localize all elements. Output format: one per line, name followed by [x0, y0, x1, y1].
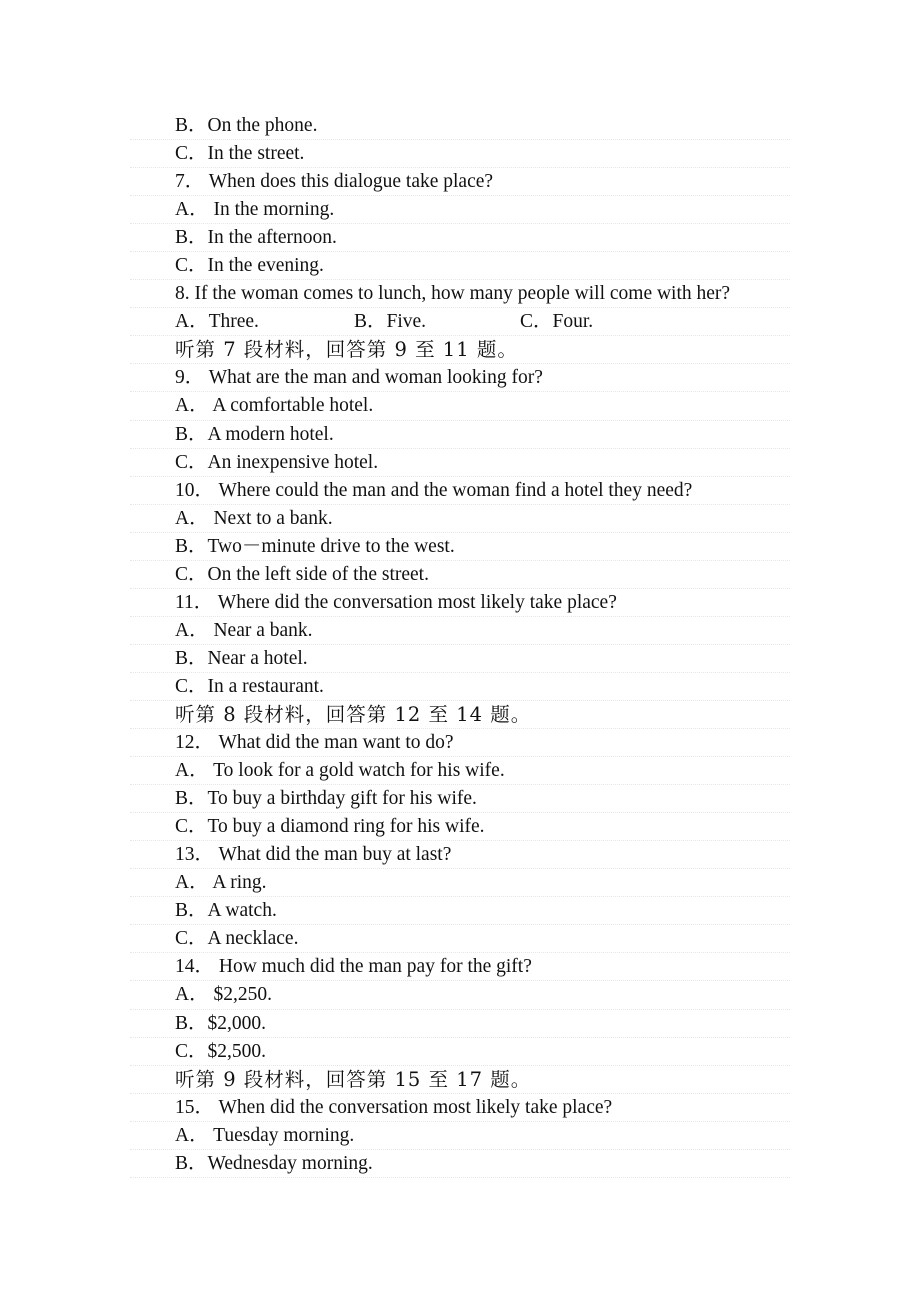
- option-15a: A． Tuesday morning.: [130, 1122, 790, 1150]
- option-8b: B．Five.: [354, 311, 427, 333]
- question-8-options: [130, 308, 790, 336]
- question-15: 15． When did the conversation most likely take place?: [130, 1094, 790, 1122]
- option-14b: B．$2,000.: [130, 1010, 790, 1038]
- option-10b: B．Two－minute drive to the west.: [130, 533, 790, 561]
- question-8: 8. If the woman comes to lunch, how many people will come with her?: [130, 280, 790, 308]
- question-14: 14． How much did the man pay for the gift?: [130, 953, 790, 981]
- option-12b: B．To buy a birthday gift for his wife.: [130, 785, 790, 813]
- option-9b: B．A modern hotel.: [130, 421, 790, 449]
- option-9a: A． A comfortable hotel.: [130, 392, 790, 420]
- question-13: 13． What did the man buy at last?: [130, 841, 790, 869]
- option-6b: B．On the phone.: [130, 112, 790, 140]
- option-13a: A． A ring.: [130, 869, 790, 897]
- question-lines: [130, 112, 790, 1178]
- question-12: 12． What did the man want to do?: [130, 729, 790, 757]
- question-9: 9． What are the man and woman looking for?: [130, 364, 790, 392]
- option-15b: B．Wednesday morning.: [130, 1150, 790, 1178]
- option-7b: B．In the afternoon.: [130, 224, 790, 252]
- option-11c: C．In a restaurant.: [130, 673, 790, 701]
- option-11a: A． Near a bank.: [130, 617, 790, 645]
- option-10a: A． Next to a bank.: [130, 505, 790, 533]
- question-11: 11． Where did the conversation most likely take place?: [130, 589, 790, 617]
- option-12a: A． To look for a gold watch for his wife.: [130, 757, 790, 785]
- option-8a: A．Three.: [175, 311, 259, 333]
- option-14a: A． $2,250.: [130, 981, 790, 1009]
- section-heading-9: 听第 9 段材料，回答第 15 至 17 题。: [130, 1066, 790, 1094]
- option-7c: C．In the evening.: [130, 252, 790, 280]
- option-13c: C．A necklace.: [130, 925, 790, 953]
- option-11b: B．Near a hotel.: [130, 645, 790, 673]
- option-6c: C．In the street.: [130, 140, 790, 168]
- option-12c: C．To buy a diamond ring for his wife.: [130, 813, 790, 841]
- option-13b: B．A watch.: [130, 897, 790, 925]
- option-14c: C．$2,500.: [130, 1038, 790, 1066]
- option-7a: A． In the morning.: [130, 196, 790, 224]
- question-7: 7． When does this dialogue take place?: [130, 168, 790, 196]
- section-heading-7: 听第 7 段材料，回答第 9 至 11 题。: [130, 336, 790, 364]
- option-9c: C．An inexpensive hotel.: [130, 449, 790, 477]
- option-8c: C．Four.: [520, 311, 594, 333]
- option-10c: C．On the left side of the street.: [130, 561, 790, 589]
- section-heading-8: 听第 8 段材料，回答第 12 至 14 题。: [130, 701, 790, 729]
- question-10: 10． Where could the man and the woman find a hotel they need?: [130, 477, 790, 505]
